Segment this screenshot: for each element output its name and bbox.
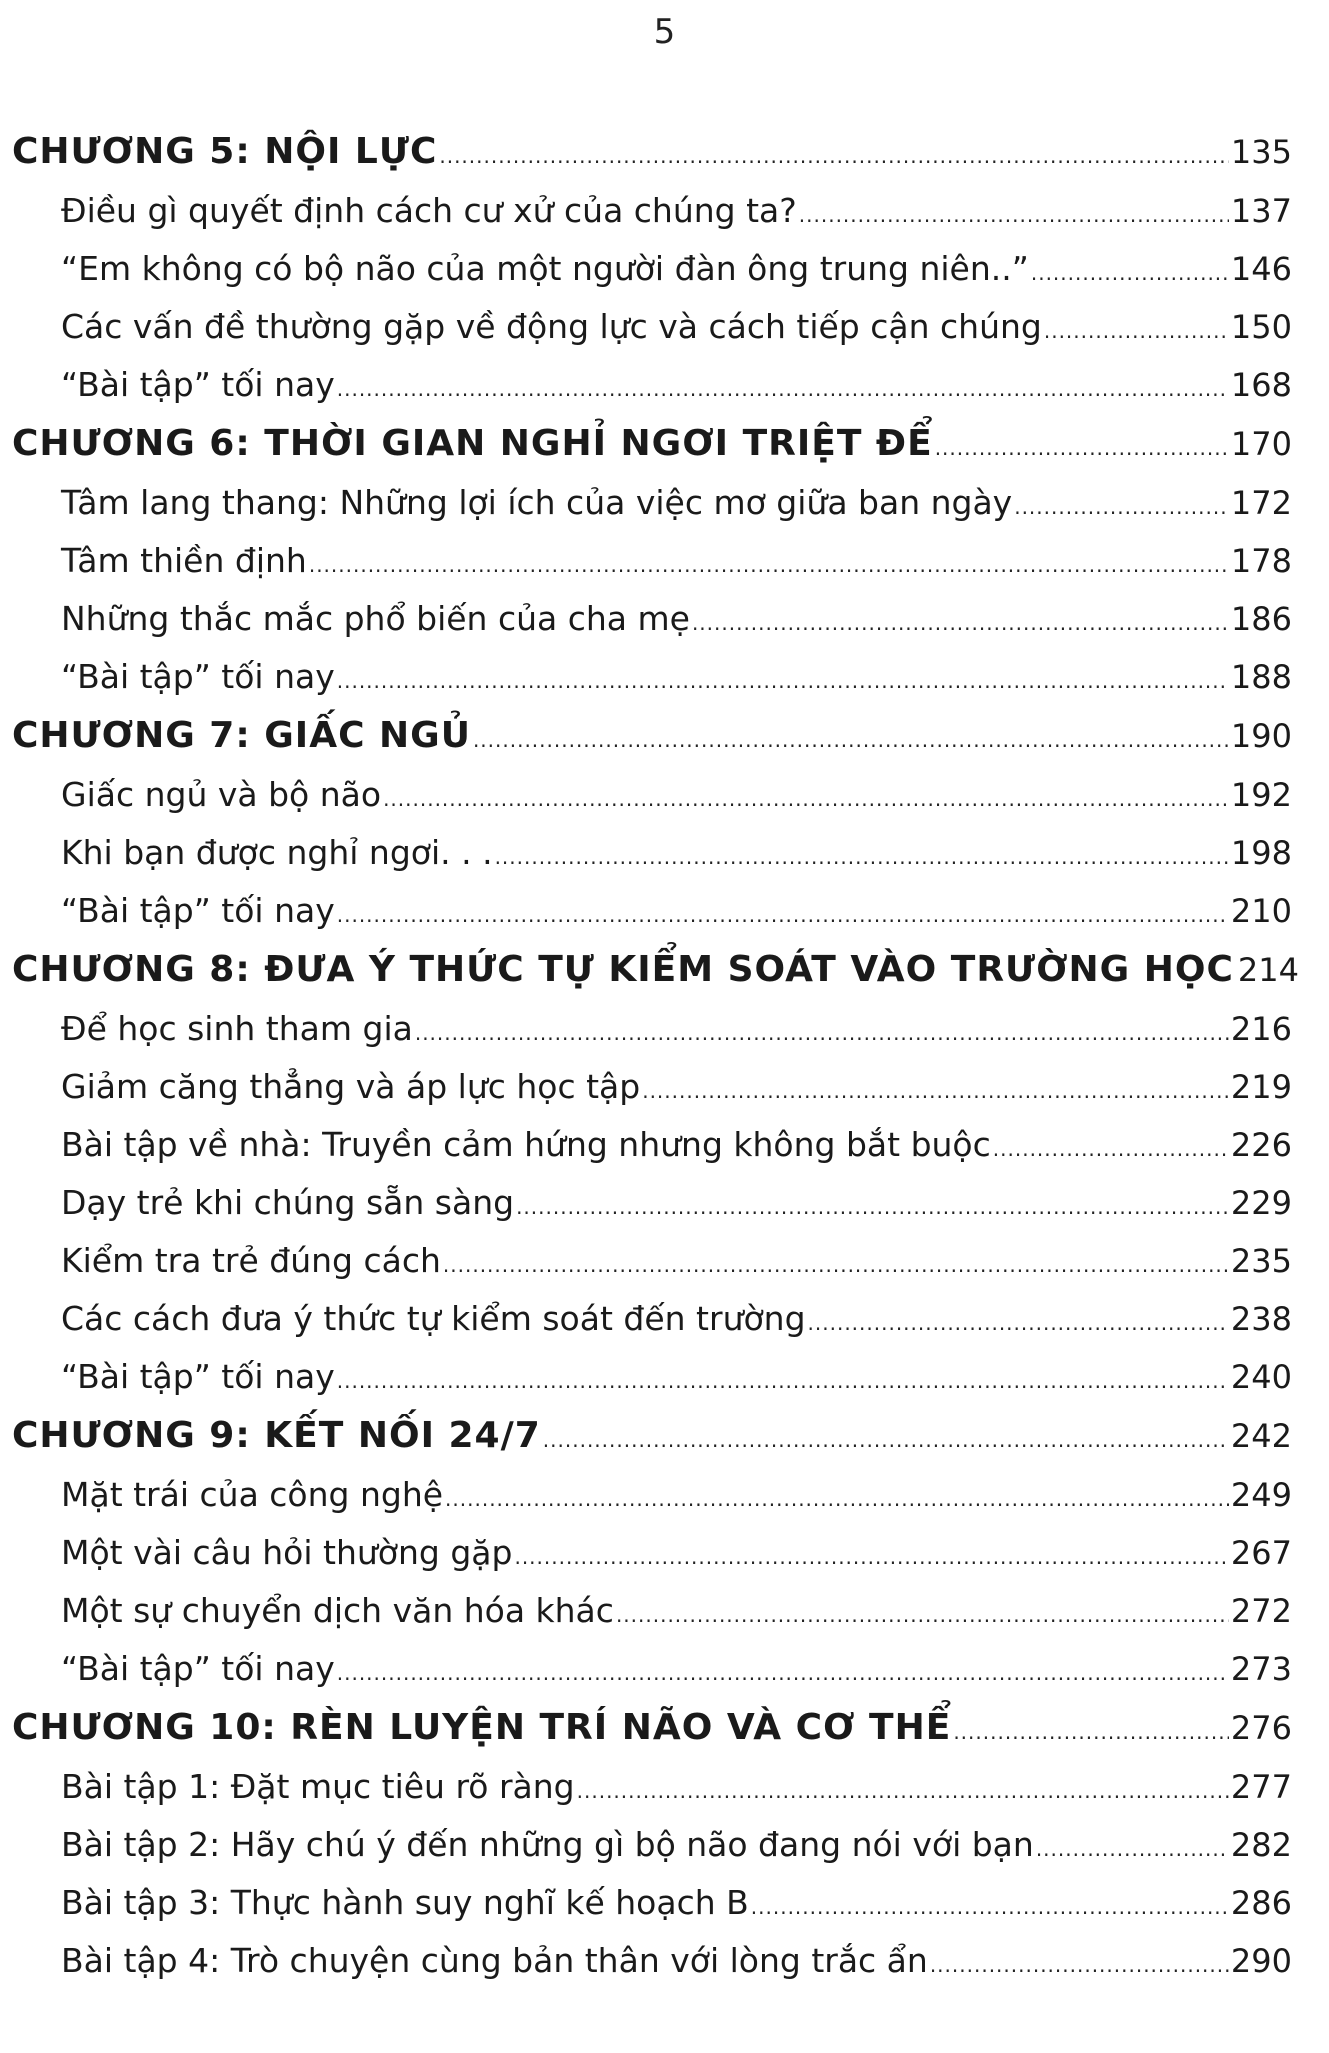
dot-leader bbox=[751, 1878, 1229, 1936]
section-title: “Bài tập” tối nay bbox=[61, 1649, 335, 1688]
toc-entry-row bbox=[12, 240, 1292, 298]
page-ref: 277 bbox=[1230, 1768, 1292, 1806]
toc-entry-row bbox=[12, 1758, 1292, 1816]
dot-leader bbox=[337, 1352, 1229, 1410]
dot-leader bbox=[439, 126, 1229, 186]
dot-leader bbox=[516, 1178, 1229, 1236]
section-title: “Bài tập” tối nay bbox=[61, 891, 335, 930]
toc-entry-row bbox=[12, 1640, 1292, 1698]
page-ref: 272 bbox=[1230, 1592, 1292, 1630]
toc-entry-row bbox=[12, 356, 1292, 414]
chapter-title: CHƯƠNG 6: THỜI GIAN NGHỈ NGƠI TRIỆT ĐỂ bbox=[12, 423, 933, 464]
section-title: Giảm căng thẳng và áp lực học tập bbox=[61, 1067, 641, 1106]
page-ref: 242 bbox=[1230, 1417, 1292, 1455]
toc-entry-row bbox=[12, 1174, 1292, 1232]
section-title: Điều gì quyết định cách cư xử của chúng ta? bbox=[61, 191, 797, 230]
toc-entry-row bbox=[12, 1582, 1292, 1640]
dot-leader bbox=[495, 828, 1229, 886]
section-title: “Bài tập” tối nay bbox=[61, 365, 335, 404]
page-ref: 290 bbox=[1230, 1942, 1292, 1980]
page-ref: 188 bbox=[1230, 658, 1292, 696]
page-ref: 135 bbox=[1230, 133, 1292, 171]
section-title: Tâm thiền định bbox=[61, 541, 307, 580]
toc-entry-row bbox=[12, 1348, 1292, 1406]
page-ref: 249 bbox=[1230, 1476, 1292, 1514]
section-title: Bài tập 4: Trò chuyện cùng bản thân với lòng trắc ẩn bbox=[61, 1941, 928, 1980]
toc-chapter-row bbox=[12, 1406, 1292, 1466]
chapter-title: CHƯƠNG 8: ĐƯA Ý THỨC TỰ KIỂM SOÁT VÀO TRƯỜNG HỌC bbox=[12, 949, 1234, 990]
page-ref: 276 bbox=[1230, 1709, 1292, 1747]
dot-leader bbox=[1031, 244, 1229, 302]
page-ref: 226 bbox=[1230, 1126, 1292, 1164]
toc-entry-row bbox=[12, 1524, 1292, 1582]
dot-leader bbox=[799, 186, 1229, 244]
dot-leader bbox=[1036, 1820, 1229, 1878]
dot-leader bbox=[383, 770, 1229, 828]
dot-leader bbox=[415, 1004, 1229, 1062]
section-title: Dạy trẻ khi chúng sẵn sàng bbox=[61, 1183, 515, 1222]
toc-entry-row bbox=[12, 1816, 1292, 1874]
dot-leader bbox=[935, 418, 1229, 478]
section-title: Những thắc mắc phổ biến của cha mẹ bbox=[61, 599, 690, 638]
dot-leader bbox=[309, 536, 1229, 594]
dot-leader bbox=[1014, 478, 1229, 536]
dot-leader bbox=[337, 1644, 1229, 1702]
dot-leader bbox=[930, 1936, 1229, 1994]
page-ref: 238 bbox=[1230, 1300, 1292, 1338]
section-title: Các cách đưa ý thức tự kiểm soát đến trường bbox=[61, 1299, 806, 1338]
page-ref: 210 bbox=[1230, 892, 1292, 930]
chapter-title: CHƯƠNG 5: NỘI LỰC bbox=[12, 131, 438, 172]
toc-chapter-row bbox=[12, 1698, 1292, 1758]
section-title: “Bài tập” tối nay bbox=[61, 657, 335, 696]
dot-leader bbox=[577, 1762, 1229, 1820]
dot-leader bbox=[993, 1120, 1229, 1178]
toc-entry-row bbox=[12, 1058, 1292, 1116]
toc-entry-row bbox=[12, 590, 1292, 648]
dot-leader bbox=[514, 1528, 1228, 1586]
dot-leader bbox=[337, 360, 1229, 418]
page-ref: 235 bbox=[1230, 1242, 1292, 1280]
page-ref: 190 bbox=[1230, 717, 1292, 755]
chapter-title: CHƯƠNG 9: KẾT NỐI 24/7 bbox=[12, 1415, 541, 1456]
dot-leader bbox=[337, 886, 1229, 944]
page-ref: 286 bbox=[1230, 1884, 1292, 1922]
dot-leader bbox=[337, 652, 1229, 710]
dot-leader bbox=[953, 1702, 1229, 1762]
toc-chapter-row bbox=[12, 940, 1299, 1000]
section-title: “Bài tập” tối nay bbox=[61, 1357, 335, 1396]
page-ref: 214 bbox=[1237, 951, 1299, 989]
toc-entry-row bbox=[12, 1932, 1292, 1990]
toc-entry-row bbox=[12, 1232, 1292, 1290]
page-ref: 192 bbox=[1230, 776, 1292, 814]
page-ref: 178 bbox=[1230, 542, 1292, 580]
page-ref: 150 bbox=[1230, 308, 1292, 346]
dot-leader bbox=[642, 1062, 1229, 1120]
toc-entry-row bbox=[12, 1466, 1292, 1524]
section-title: Một sự chuyển dịch văn hóa khác bbox=[61, 1591, 614, 1630]
section-title: Mặt trái của công nghệ bbox=[61, 1475, 444, 1514]
section-title: Các vấn đề thường gặp về động lực và cách tiếp cận chúng bbox=[61, 307, 1042, 346]
page-ref: 219 bbox=[1230, 1068, 1292, 1106]
dot-leader bbox=[473, 710, 1229, 770]
section-title: “Em không có bộ não của một người đàn ông trung niên..” bbox=[61, 249, 1029, 288]
toc-entry-row bbox=[12, 1000, 1292, 1058]
dot-leader bbox=[445, 1470, 1229, 1528]
toc-entry-row bbox=[12, 1116, 1292, 1174]
toc-entry-row bbox=[12, 182, 1292, 240]
toc-chapter-row bbox=[12, 706, 1292, 766]
toc-entry-row bbox=[12, 766, 1292, 824]
toc-entry-row bbox=[12, 532, 1292, 590]
page-ref: 170 bbox=[1230, 425, 1292, 463]
chapter-title: CHƯƠNG 7: GIẤC NGỦ bbox=[12, 715, 471, 756]
section-title: Để học sinh tham gia bbox=[61, 1009, 413, 1048]
section-title: Một vài câu hỏi thường gặp bbox=[61, 1533, 513, 1572]
chapter-title: CHƯƠNG 10: RÈN LUYỆN TRÍ NÃO VÀ CƠ THỂ bbox=[12, 1707, 952, 1748]
toc-entry-row bbox=[12, 882, 1292, 940]
page-ref: 168 bbox=[1230, 366, 1292, 404]
dot-leader bbox=[1044, 302, 1229, 360]
dot-leader bbox=[692, 594, 1229, 652]
page-ref: 137 bbox=[1230, 192, 1292, 230]
page-ref: 273 bbox=[1230, 1650, 1292, 1688]
dot-leader bbox=[808, 1294, 1229, 1352]
section-title: Bài tập 3: Thực hành suy nghĩ kế hoạch B bbox=[61, 1883, 749, 1922]
section-title: Bài tập về nhà: Truyền cảm hứng nhưng không bắt buộc bbox=[61, 1125, 991, 1164]
toc-chapter-row bbox=[12, 414, 1292, 474]
page-ref: 240 bbox=[1230, 1358, 1292, 1396]
toc-entry-row bbox=[12, 1290, 1292, 1348]
toc-entry-row bbox=[12, 1874, 1292, 1932]
page-ref: 198 bbox=[1230, 834, 1292, 872]
page-ref: 282 bbox=[1230, 1826, 1292, 1864]
page-ref: 186 bbox=[1230, 600, 1292, 638]
toc-chapter-row bbox=[12, 122, 1292, 182]
section-title: Khi bạn được nghỉ ngơi. . . bbox=[61, 833, 493, 872]
section-title: Bài tập 2: Hãy chú ý đến những gì bộ não đang nói với bạn bbox=[61, 1825, 1034, 1864]
page-ref: 146 bbox=[1230, 250, 1292, 288]
table-of-contents bbox=[12, 122, 1299, 1990]
toc-entry-row bbox=[12, 824, 1292, 882]
page-ref: 216 bbox=[1230, 1010, 1292, 1048]
page-ref: 267 bbox=[1230, 1534, 1292, 1572]
section-title: Giấc ngủ và bộ não bbox=[61, 775, 382, 814]
page-ref: 172 bbox=[1230, 484, 1292, 522]
toc-entry-row bbox=[12, 474, 1292, 532]
page-ref: 229 bbox=[1230, 1184, 1292, 1222]
toc-entry-row bbox=[12, 298, 1292, 356]
dot-leader bbox=[543, 1410, 1229, 1470]
section-title: Tâm lang thang: Những lợi ích của việc mơ giữa ban ngày bbox=[61, 483, 1013, 522]
section-title: Bài tập 1: Đặt mục tiêu rõ ràng bbox=[61, 1767, 575, 1806]
dot-leader bbox=[443, 1236, 1229, 1294]
page-number: 5 bbox=[653, 12, 676, 52]
toc-entry-row bbox=[12, 648, 1292, 706]
section-title: Kiểm tra trẻ đúng cách bbox=[61, 1241, 441, 1280]
dot-leader bbox=[616, 1586, 1229, 1644]
